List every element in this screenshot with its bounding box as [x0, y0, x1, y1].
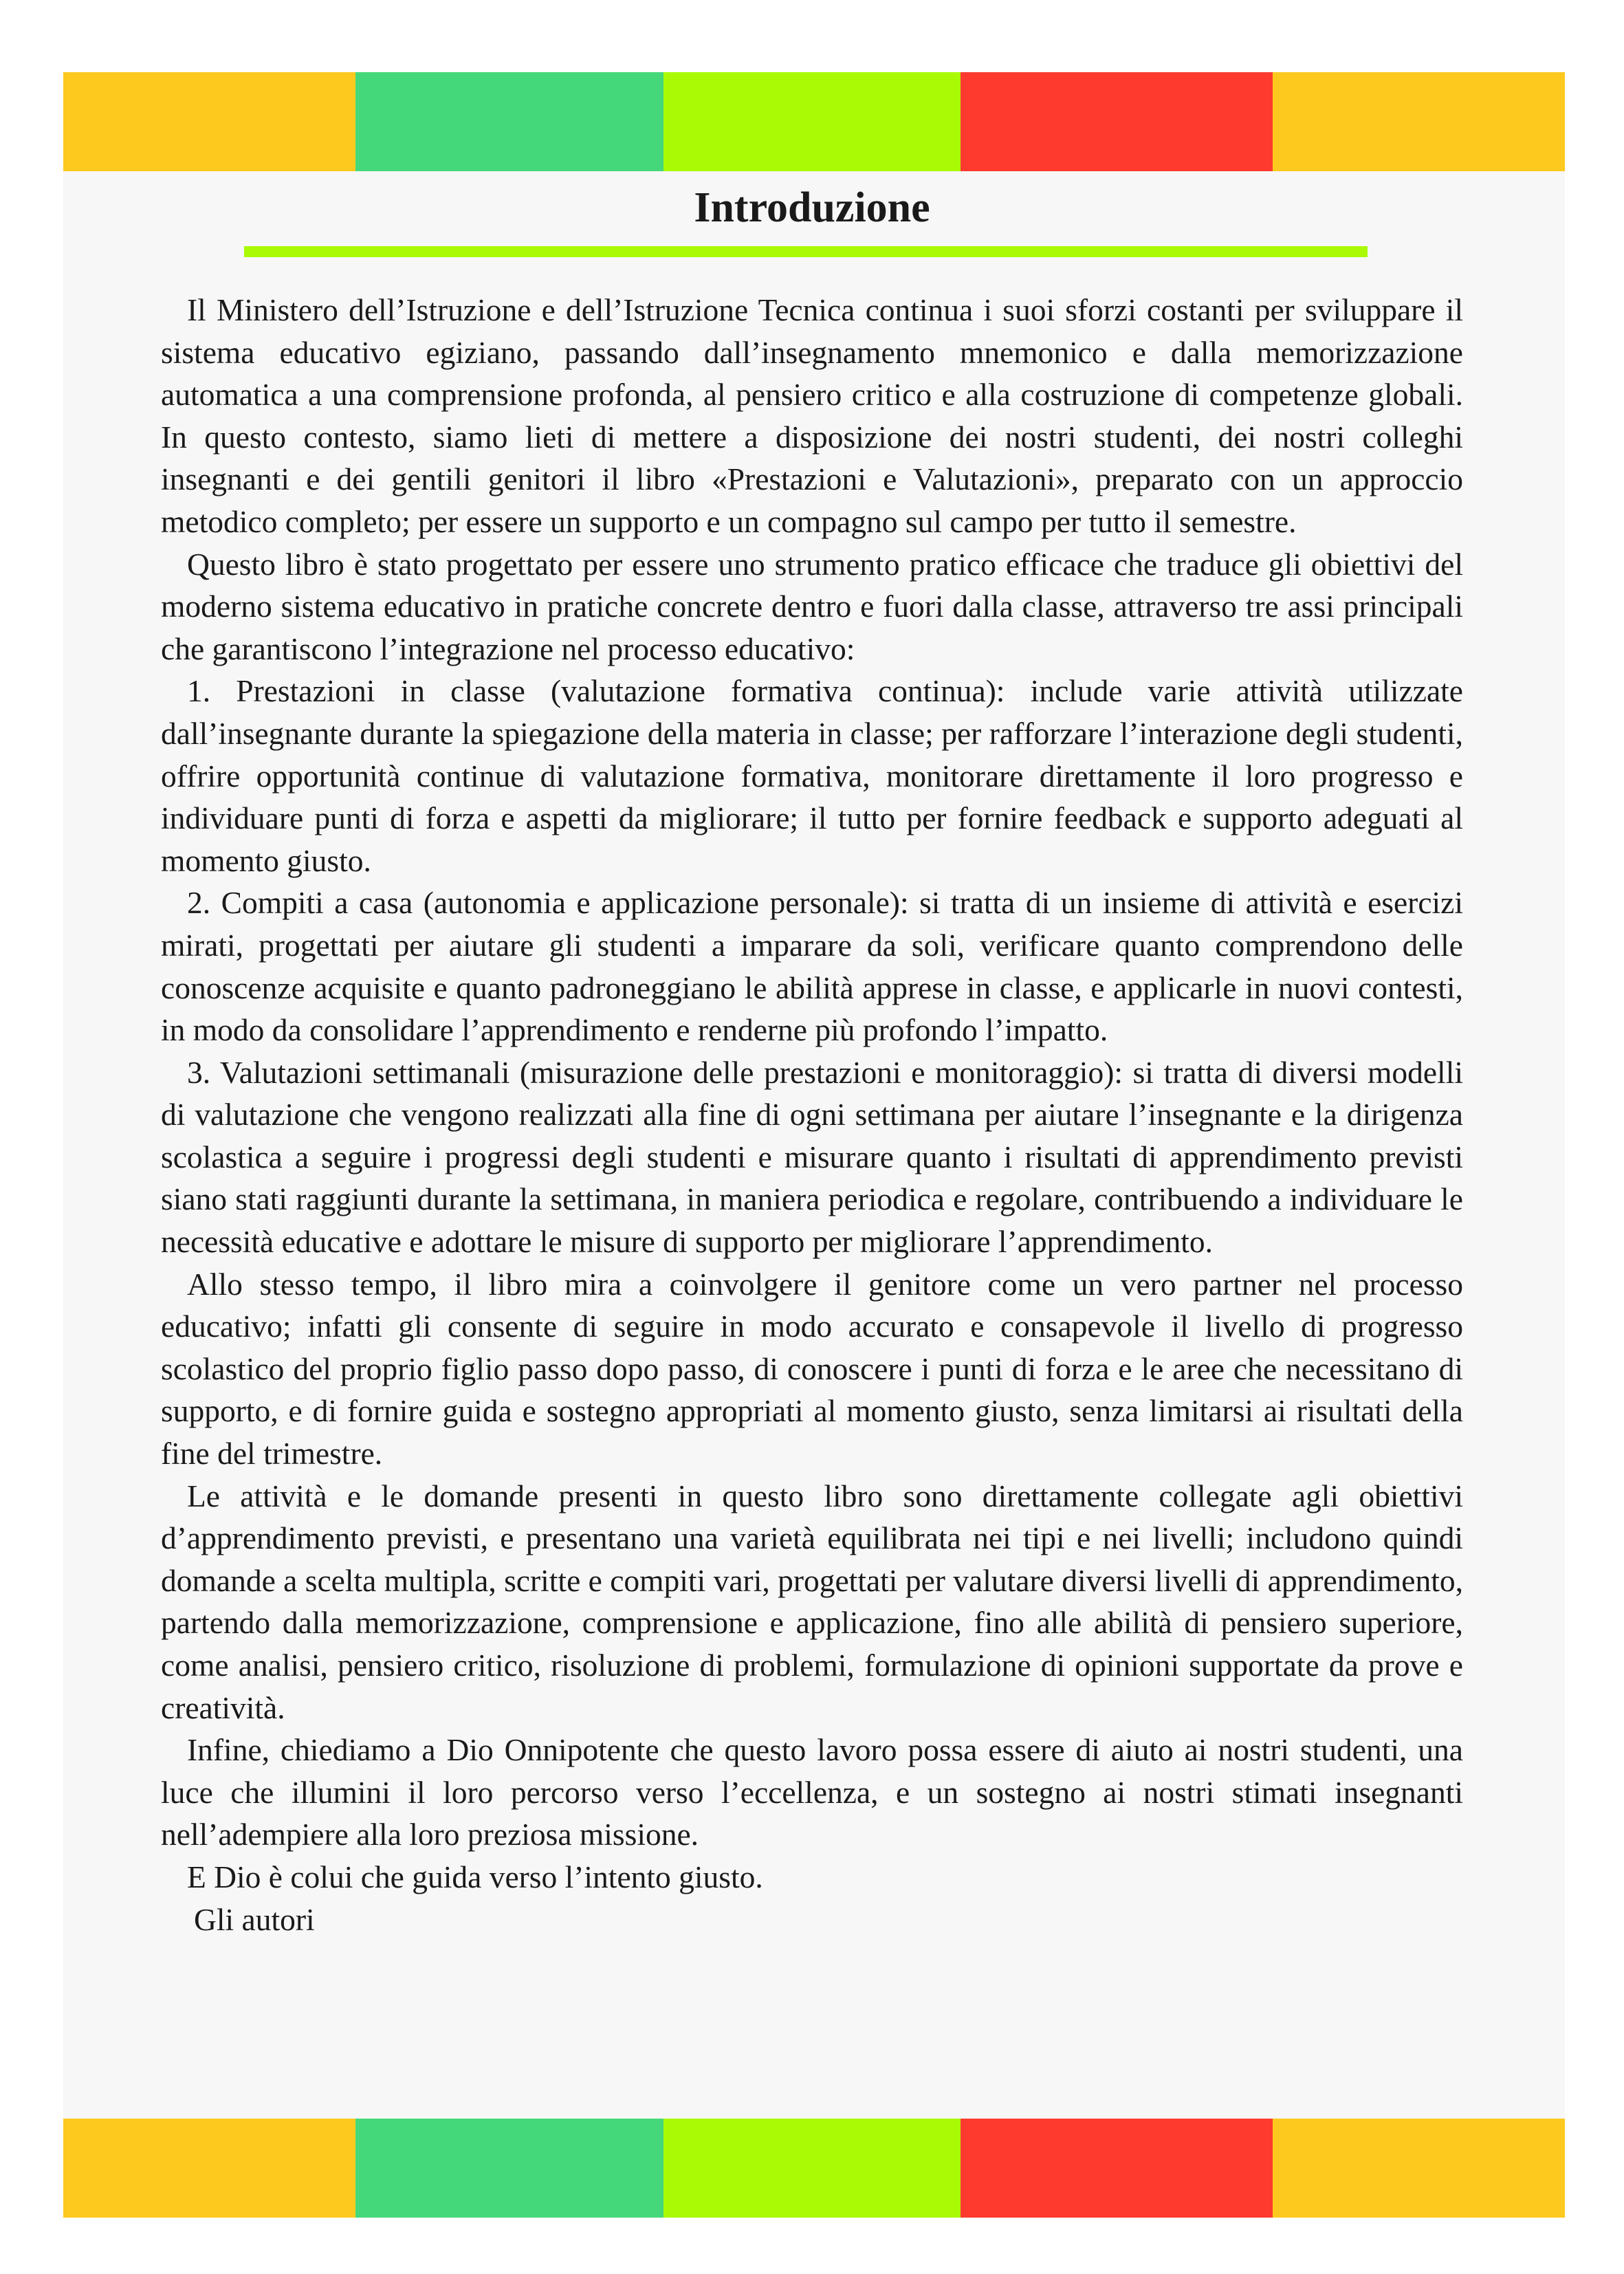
signature-authors: Gli autori	[194, 1901, 315, 1937]
band-segment-lime	[663, 2119, 961, 2218]
list-item-weekly-assessments: 3. Valutazioni settimanali (misurazione delle prestazioni e monitoraggio): si tratta di diversi modelli di valutazione che vengono realizzati alla fine di ogni settimana per aiutare l’insegnante e la dirigenza scolastica a seguire i progressi degli studenti e misurare quanto i risultati di apprendimento previsti siano stati raggiunti durante la settimana, in maniera periodica e regolare, contribuendo a individuare le necessità educative e adottare le misure di supporto per migliorare l’apprendimento.	[161, 1054, 1463, 1260]
paragraph-closing: Infine, chiediamo a Dio Onnipotente che questo lavoro possa essere di aiuto ai nostri studenti, una luce che illumini il loro percorso verso l’eccellenza, e un sostegno ai nostri stimati insegnanti nell’adempiere alla loro preziosa missione.	[161, 1732, 1463, 1852]
page-title: Introduzione	[694, 184, 930, 231]
list-item-class-performance: 1. Prestazioni in classe (valutazione formativa continua): include varie attività utilizzate dall’insegnante durante la spiegazione della materia in classe; per rafforzare l’interazione degli studenti, offrire opportunità continue di valutazione formativa, monitorare direttamente il loro progresso e individuare punti di forza e aspetti da migliorare; il tutto per fornire feedback e supporto adeguati al momento giusto.	[161, 673, 1463, 878]
paragraph-blessing: E Dio è colui che guida verso l’intento giusto.	[187, 1859, 763, 1894]
introduction-body	[161, 289, 1463, 1940]
band-segment-green	[355, 72, 663, 171]
paragraph-activities: Le attività e le domande presenti in questo libro sono direttamente collegate agli obiettivi d’apprendimento previsti, e presentano una varietà equilibrata nei tipi e nei livelli; includono quindi domande a scelta multipla, scritte e compiti vari, progettati per valutare diversi livelli di apprendimento, partendo dalla memorizzazione, comprensione e applicazione, fino alle abilità di pensiero superiore, come analisi, pensiero critico, risoluzione di problemi, formulazione di opinioni supportate da prove e creatività.	[161, 1478, 1463, 1725]
band-segment-red	[961, 2119, 1273, 2218]
bottom-color-band	[63, 2119, 1565, 2218]
band-segment-yellow	[1273, 72, 1565, 171]
band-segment-green	[355, 2119, 663, 2218]
band-segment-yellow	[63, 2119, 355, 2218]
paragraph-book-purpose: Questo libro è stato progettato per essere uno strumento pratico efficace che traduce gli obiettivi del moderno sistema educativo in pratiche concrete dentro e fuori dalla classe, attraverso tre assi principali che garantiscono l’integrazione nel processo educativo:	[161, 546, 1463, 666]
title-underline	[244, 246, 1368, 257]
paragraph-parents: Allo stesso tempo, il libro mira a coinvolgere il genitore come un vero partner nel processo educativo; infatti gli consente di seguire in modo accurato e consapevole il livello di progresso scolastico del proprio figlio passo dopo passo, di conoscere i punti di forza e le aree che necessitano di supporto, e di fornire guida e sostegno appropriati al momento giusto, senza limitarsi ai risultati della fine del trimestre.	[161, 1266, 1463, 1472]
band-segment-yellow	[1273, 2119, 1565, 2218]
band-segment-red	[961, 72, 1273, 171]
paragraph-intro: Il Ministero dell’Istruzione e dell’Istruzione Tecnica continua i suoi sforzi costanti per sviluppare il sistema educativo egiziano, passando dall’insegnamento mnemonico e dalla memorizzazione automatica a una comprensione profonda, al pensiero critico e alla costruzione di competenze globali. In questo contesto, siamo lieti di mettere a disposizione dei nostri studenti, dei nostri colleghi insegnanti e dei gentili genitori il libro «Prestazioni e Valutazioni», preparato con un approccio metodico completo; per essere un supporto e un compagno sul campo per tutto il semestre.	[161, 292, 1463, 539]
band-segment-yellow	[63, 72, 355, 171]
list-item-homework: 2. Compiti a casa (autonomia e applicazione personale): si tratta di un insieme di attività e esercizi mirati, progettati per aiutare gli studenti a imparare da soli, verificare quanto comprendono delle conoscenze acquisite e quanto padroneggiano le abilità apprese in classe, e applicarle in nuovi contesti, in modo da consolidare l’apprendimento e renderne più profondo l’impatto.	[161, 885, 1463, 1048]
band-segment-lime	[663, 72, 961, 171]
top-color-band	[63, 72, 1565, 171]
